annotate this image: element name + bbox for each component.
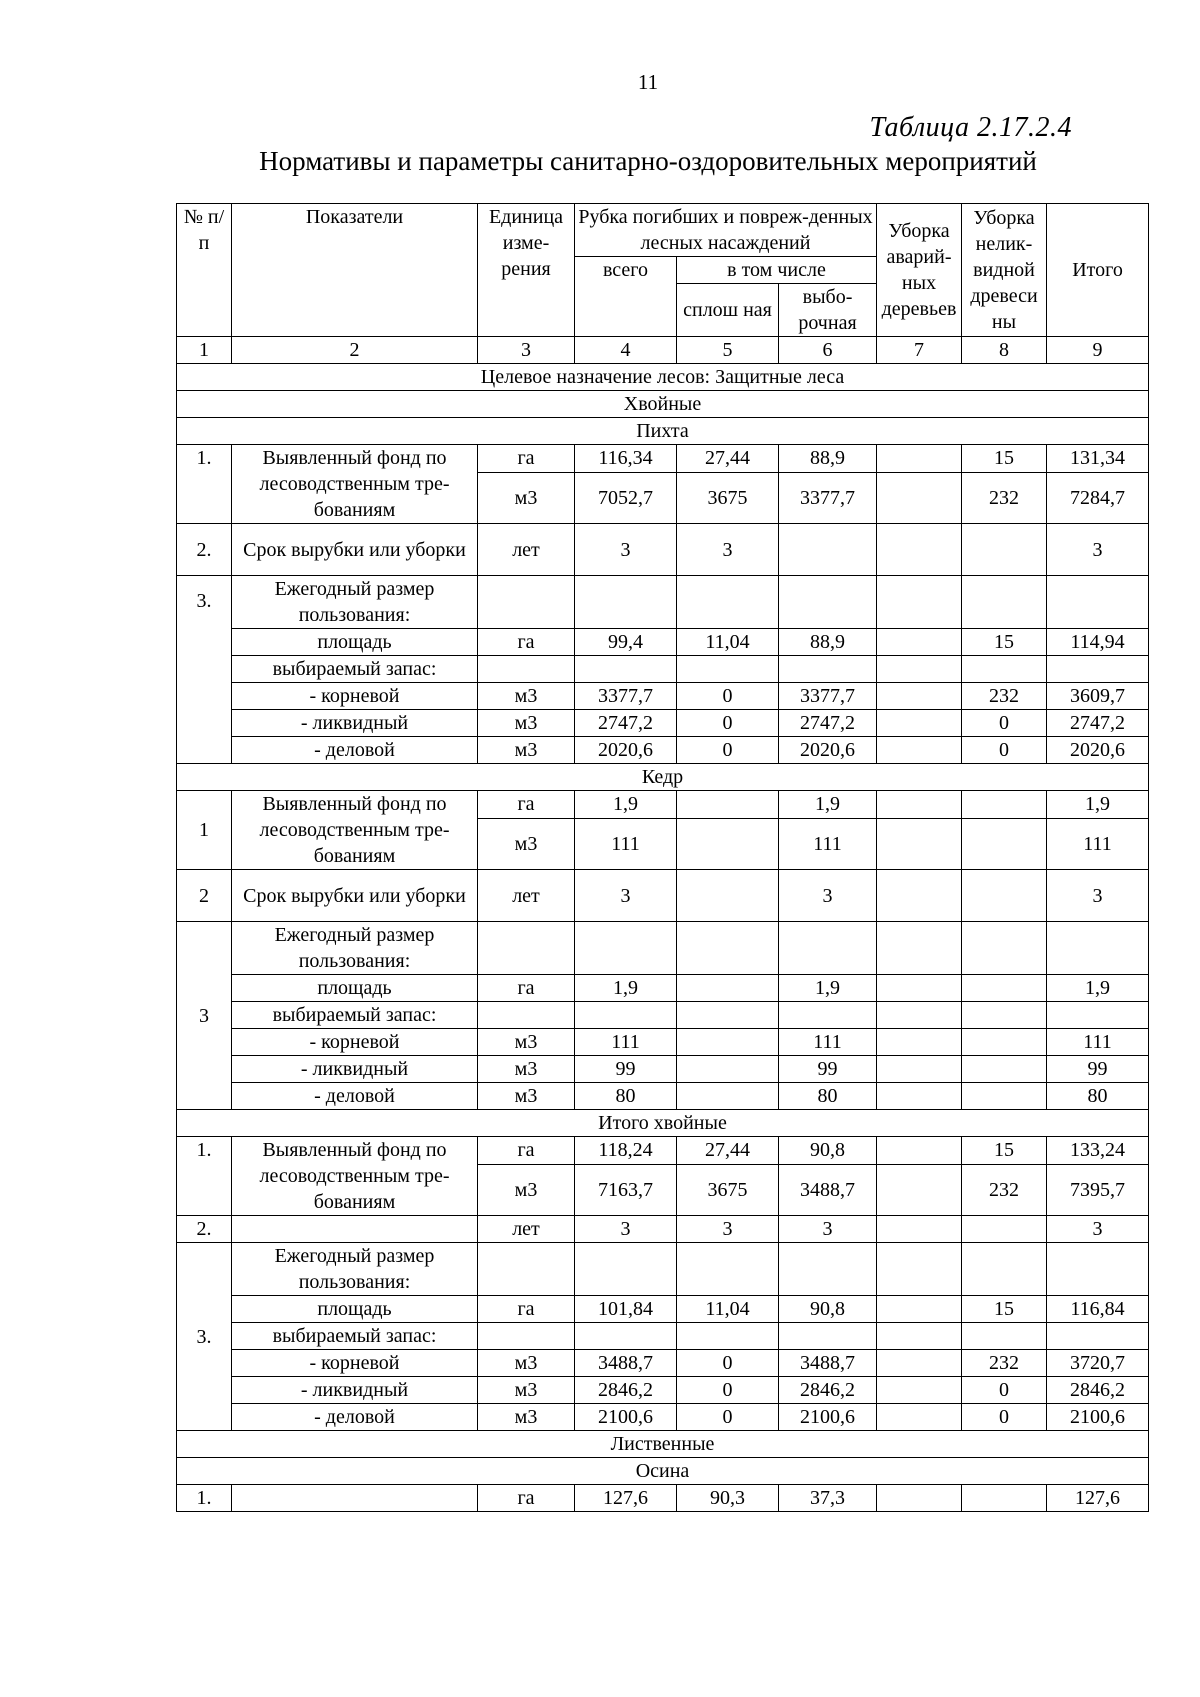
row-number: 1. xyxy=(177,1485,232,1512)
cell-value: 90,8 xyxy=(779,1296,877,1323)
cell-unit: лет xyxy=(478,1216,575,1243)
cell-value xyxy=(677,870,779,922)
cell-value xyxy=(877,445,962,473)
table-row xyxy=(177,656,1149,683)
table-label: Таблица 2.17.2.4 xyxy=(869,112,1072,143)
col-number: 3 xyxy=(478,337,575,364)
cell-value: 101,84 xyxy=(575,1296,677,1323)
cell-value xyxy=(877,870,962,922)
row-label: Выявленный фонд по лесоводственным тре-бованиям xyxy=(232,445,478,524)
cell-value: 3720,7 xyxy=(1047,1350,1149,1377)
cell-value xyxy=(877,818,962,869)
cell-value xyxy=(677,1029,779,1056)
table-row xyxy=(177,922,1149,975)
cell-value: 0 xyxy=(677,1404,779,1431)
cell-unit: м3 xyxy=(478,818,575,869)
cell-unit: га xyxy=(478,1296,575,1323)
cell-value: 7052,7 xyxy=(575,472,677,523)
table-row xyxy=(177,1243,1149,1296)
cell-unit: м3 xyxy=(478,1056,575,1083)
cell-value: 3377,7 xyxy=(779,683,877,710)
row-label: Ежегодный размер пользования: xyxy=(232,1243,478,1296)
cell-value: 99 xyxy=(779,1056,877,1083)
cell-unit: га xyxy=(478,629,575,656)
row-number: 2 xyxy=(177,870,232,922)
page-title: Нормативы и параметры санитарно-оздоровительных мероприятий xyxy=(259,146,1037,176)
cell-value: 0 xyxy=(962,1377,1047,1404)
table-row xyxy=(177,524,1149,576)
cell-value: 3 xyxy=(779,1216,877,1243)
cell-value xyxy=(877,1056,962,1083)
cell-value: 0 xyxy=(677,1350,779,1377)
table-row xyxy=(177,629,1149,656)
row-label: - корневой xyxy=(232,1029,478,1056)
cell-value: 2100,6 xyxy=(575,1404,677,1431)
cell-value xyxy=(677,1056,779,1083)
row-label: - деловой xyxy=(232,737,478,764)
cell-value: 3 xyxy=(677,524,779,576)
header-selective: выбо-рочная xyxy=(779,284,877,337)
cell-value: 0 xyxy=(962,737,1047,764)
cell-value: 1,9 xyxy=(779,975,877,1002)
cell-value: 88,9 xyxy=(779,629,877,656)
cell-value: 11,04 xyxy=(677,629,779,656)
cell-unit: лет xyxy=(478,870,575,922)
section-conifers-total: Итого хвойные xyxy=(177,1110,1149,1137)
cell-value: 3377,7 xyxy=(575,683,677,710)
cell-value: 111 xyxy=(575,1029,677,1056)
cell-value: 2846,2 xyxy=(779,1377,877,1404)
table-row xyxy=(177,1056,1149,1083)
row-label: выбираемый запас: xyxy=(232,1002,478,1029)
row-label: - деловой xyxy=(232,1404,478,1431)
cell-value: 232 xyxy=(962,1164,1047,1215)
cell-value: 3675 xyxy=(677,1164,779,1215)
cell-unit: га xyxy=(478,445,575,473)
col-number: 9 xyxy=(1047,337,1149,364)
cell-value xyxy=(877,1083,962,1110)
cell-value: 2100,6 xyxy=(1047,1404,1149,1431)
cell-value: 27,44 xyxy=(677,445,779,473)
cell-value: 232 xyxy=(962,1350,1047,1377)
header-including: в том числе xyxy=(677,257,877,284)
cell-value: 111 xyxy=(1047,818,1149,869)
cell-value xyxy=(677,791,779,819)
section-fir: Пихта xyxy=(177,418,1149,445)
cell-value: 127,6 xyxy=(575,1485,677,1512)
table-row xyxy=(177,445,1149,473)
cell-unit: га xyxy=(478,1485,575,1512)
cell-value xyxy=(877,1350,962,1377)
header-grand-total: Итого xyxy=(1047,204,1149,337)
col-number: 2 xyxy=(232,337,478,364)
cell-value: 99 xyxy=(1047,1056,1149,1083)
section-deciduous: Лиственные xyxy=(177,1431,1149,1458)
cell-value: 7163,7 xyxy=(575,1164,677,1215)
cell-value: 80 xyxy=(1047,1083,1149,1110)
row-label: Выявленный фонд по лесоводственным тре-бованиям xyxy=(232,1137,478,1216)
table-row xyxy=(177,975,1149,1002)
cell-value: 2747,2 xyxy=(575,710,677,737)
cell-value: 15 xyxy=(962,1296,1047,1323)
section-purpose: Целевое назначение лесов: Защитные леса xyxy=(177,364,1149,391)
cell-value: 1,9 xyxy=(1047,975,1149,1002)
cell-value: 90,8 xyxy=(779,1137,877,1165)
cell-value: 116,84 xyxy=(1047,1296,1149,1323)
table-row xyxy=(177,1377,1149,1404)
cell-value xyxy=(962,1216,1047,1243)
cell-value: 111 xyxy=(1047,1029,1149,1056)
cell-value: 7395,7 xyxy=(1047,1164,1149,1215)
cell-value: 114,94 xyxy=(1047,629,1149,656)
cell-value: 3 xyxy=(575,870,677,922)
cell-value: 3 xyxy=(1047,1216,1149,1243)
cell-value: 80 xyxy=(575,1083,677,1110)
cell-value xyxy=(962,818,1047,869)
cell-value: 2747,2 xyxy=(779,710,877,737)
cell-value xyxy=(877,975,962,1002)
page-number: 11 xyxy=(637,70,659,94)
row-number: 3 xyxy=(177,922,232,1110)
header-num: № п/п xyxy=(177,204,232,337)
header-total-all: всего xyxy=(575,257,677,337)
cell-value: 80 xyxy=(779,1083,877,1110)
col-number: 7 xyxy=(877,337,962,364)
cell-unit: га xyxy=(478,791,575,819)
cell-unit: м3 xyxy=(478,683,575,710)
cell-value: 0 xyxy=(677,710,779,737)
cell-value xyxy=(877,683,962,710)
row-label: - корневой xyxy=(232,683,478,710)
cell-value: 11,04 xyxy=(677,1296,779,1323)
cell-value: 3 xyxy=(575,1216,677,1243)
cell-value: 1,9 xyxy=(779,791,877,819)
table-row xyxy=(177,1029,1149,1056)
column-numbers-row xyxy=(177,337,1149,364)
row-number: 3. xyxy=(177,1243,232,1431)
cell-value: 0 xyxy=(677,1377,779,1404)
cell-value: 2020,6 xyxy=(779,737,877,764)
row-label: - ликвидный xyxy=(232,1056,478,1083)
cell-value: 7284,7 xyxy=(1047,472,1149,523)
cell-value xyxy=(877,524,962,576)
cell-value xyxy=(877,1404,962,1431)
sanitary-measures-table xyxy=(176,203,1149,1512)
cell-unit: м3 xyxy=(478,710,575,737)
cell-value xyxy=(962,1056,1047,1083)
table-row xyxy=(177,737,1149,764)
cell-value: 90,3 xyxy=(677,1485,779,1512)
cell-value xyxy=(677,1083,779,1110)
cell-value xyxy=(877,1216,962,1243)
cell-value xyxy=(962,1485,1047,1512)
row-label: - ликвидный xyxy=(232,1377,478,1404)
cell-value: 2100,6 xyxy=(779,1404,877,1431)
header-unit: Единица изме-рения xyxy=(478,204,575,337)
cell-unit: м3 xyxy=(478,1404,575,1431)
table-row xyxy=(177,576,1149,629)
cell-value: 3 xyxy=(779,870,877,922)
cell-value: 118,24 xyxy=(575,1137,677,1165)
section-aspen: Осина xyxy=(177,1458,1149,1485)
cell-value: 3 xyxy=(677,1216,779,1243)
cell-value: 3488,7 xyxy=(575,1350,677,1377)
cell-value xyxy=(962,1083,1047,1110)
cell-unit: м3 xyxy=(478,1377,575,1404)
cell-value: 116,34 xyxy=(575,445,677,473)
cell-value xyxy=(877,629,962,656)
cell-value: 37,3 xyxy=(779,1485,877,1512)
table-row xyxy=(177,1216,1149,1243)
cell-value: 0 xyxy=(677,683,779,710)
cell-value: 111 xyxy=(779,818,877,869)
cell-value: 2020,6 xyxy=(1047,737,1149,764)
cell-value xyxy=(877,1029,962,1056)
col-number: 6 xyxy=(779,337,877,364)
row-number: 1 xyxy=(177,791,232,870)
row-label: Срок вырубки или уборки xyxy=(232,870,478,922)
cell-unit: м3 xyxy=(478,1350,575,1377)
cell-value xyxy=(962,975,1047,1002)
row-label: Срок вырубки или уборки xyxy=(232,524,478,576)
cell-value: 3488,7 xyxy=(779,1164,877,1215)
cell-unit: лет xyxy=(478,524,575,576)
cell-value: 1,9 xyxy=(1047,791,1149,819)
cell-value: 99 xyxy=(575,1056,677,1083)
row-label: Ежегодный размер пользования: xyxy=(232,922,478,975)
cell-value xyxy=(877,1164,962,1215)
row-label: - деловой xyxy=(232,1083,478,1110)
col-number: 4 xyxy=(575,337,677,364)
cell-value: 111 xyxy=(779,1029,877,1056)
cell-value xyxy=(962,870,1047,922)
row-label: выбираемый запас: xyxy=(232,656,478,683)
row-label: площадь xyxy=(232,1296,478,1323)
cell-value xyxy=(962,791,1047,819)
cell-unit: м3 xyxy=(478,1083,575,1110)
cell-value: 3609,7 xyxy=(1047,683,1149,710)
cell-value xyxy=(779,524,877,576)
table-row xyxy=(177,1083,1149,1110)
cell-value: 3 xyxy=(575,524,677,576)
header-felling: Рубка погибших и повреж-денных лесных насаждений xyxy=(575,204,877,257)
row-number: 1. xyxy=(177,445,232,524)
table-row xyxy=(177,1350,1149,1377)
table-row xyxy=(177,1323,1149,1350)
table-row xyxy=(177,1404,1149,1431)
cell-value: 15 xyxy=(962,1137,1047,1165)
cell-value xyxy=(877,737,962,764)
cell-value: 15 xyxy=(962,629,1047,656)
cell-value: 3 xyxy=(1047,870,1149,922)
cell-value: 2846,2 xyxy=(575,1377,677,1404)
cell-value xyxy=(677,975,779,1002)
row-label: Ежегодный размер пользования: xyxy=(232,576,478,629)
col-number: 5 xyxy=(677,337,779,364)
cell-value xyxy=(962,524,1047,576)
table-row xyxy=(177,791,1149,819)
row-number: 1. xyxy=(177,1137,232,1216)
cell-value: 232 xyxy=(962,683,1047,710)
cell-value xyxy=(877,1377,962,1404)
table-row xyxy=(177,1296,1149,1323)
cell-unit: м3 xyxy=(478,472,575,523)
cell-value: 3488,7 xyxy=(779,1350,877,1377)
row-number: 2. xyxy=(177,524,232,576)
cell-unit: м3 xyxy=(478,1164,575,1215)
table-row xyxy=(177,1002,1149,1029)
cell-value xyxy=(962,1029,1047,1056)
cell-value: 1,9 xyxy=(575,791,677,819)
header-illiquid: Уборка нелик-видной древеси ны xyxy=(962,204,1047,337)
table-row xyxy=(177,1485,1149,1512)
section-cedar: Кедр xyxy=(177,764,1149,791)
header-emergency: Уборка аварий-ных деревьев xyxy=(877,204,962,337)
cell-value: 0 xyxy=(962,710,1047,737)
cell-value: 3 xyxy=(1047,524,1149,576)
row-label: площадь xyxy=(232,975,478,1002)
cell-value: 232 xyxy=(962,472,1047,523)
row-number: 3. xyxy=(177,576,232,764)
cell-unit: м3 xyxy=(478,737,575,764)
row-label: - корневой xyxy=(232,1350,478,1377)
cell-value xyxy=(877,472,962,523)
cell-value: 131,34 xyxy=(1047,445,1149,473)
row-label: - ликвидный xyxy=(232,710,478,737)
cell-value: 3377,7 xyxy=(779,472,877,523)
row-label: площадь xyxy=(232,629,478,656)
cell-unit: га xyxy=(478,1137,575,1165)
cell-value: 0 xyxy=(962,1404,1047,1431)
cell-value xyxy=(877,1485,962,1512)
cell-value xyxy=(877,1137,962,1165)
cell-value: 133,24 xyxy=(1047,1137,1149,1165)
header-clear: сплош ная xyxy=(677,284,779,337)
table-row xyxy=(177,1137,1149,1165)
cell-unit: м3 xyxy=(478,1029,575,1056)
row-label: выбираемый запас: xyxy=(232,1323,478,1350)
table-row xyxy=(177,710,1149,737)
col-number: 8 xyxy=(962,337,1047,364)
row-label: Выявленный фонд по лесоводственным тре-бованиям xyxy=(232,791,478,870)
cell-unit: га xyxy=(478,975,575,1002)
cell-value: 88,9 xyxy=(779,445,877,473)
cell-value: 2020,6 xyxy=(575,737,677,764)
cell-value: 111 xyxy=(575,818,677,869)
cell-value: 3675 xyxy=(677,472,779,523)
row-number: 2. xyxy=(177,1216,232,1243)
cell-value xyxy=(677,818,779,869)
col-number: 1 xyxy=(177,337,232,364)
cell-value: 0 xyxy=(677,737,779,764)
cell-value: 2747,2 xyxy=(1047,710,1149,737)
cell-value: 99,4 xyxy=(575,629,677,656)
cell-value xyxy=(877,710,962,737)
cell-value xyxy=(877,791,962,819)
header-indicators: Показатели xyxy=(232,204,478,337)
cell-value: 1,9 xyxy=(575,975,677,1002)
table-row xyxy=(177,870,1149,922)
cell-value xyxy=(877,1296,962,1323)
cell-value: 2846,2 xyxy=(1047,1377,1149,1404)
cell-value: 127,6 xyxy=(1047,1485,1149,1512)
table-row xyxy=(177,683,1149,710)
cell-value: 27,44 xyxy=(677,1137,779,1165)
cell-value: 15 xyxy=(962,445,1047,473)
section-conifers: Хвойные xyxy=(177,391,1149,418)
